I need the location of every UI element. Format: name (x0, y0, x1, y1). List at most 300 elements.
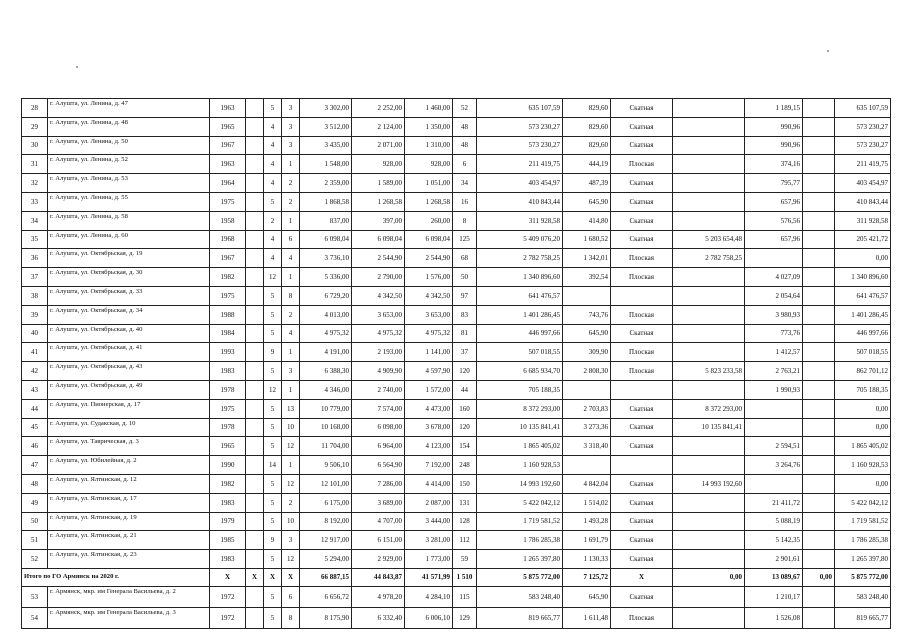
unit-cost-cell (563, 380, 611, 399)
owners-funds-cell: 1 786 285,38 (835, 531, 891, 550)
fund-federal-cell (673, 192, 745, 211)
unit-cost-cell: 3 273,36 (563, 418, 611, 437)
owners-funds-cell: 0,00 (835, 418, 891, 437)
entrances-cell: 1 (282, 268, 300, 287)
area-total-cell: 6 175,00 (300, 493, 352, 512)
cost-cell: 705 188,35 (477, 380, 563, 399)
area-total-cell: 9 506,10 (300, 456, 352, 475)
area-total-cell: 4 975,32 (300, 324, 352, 343)
year-cell: 1979 (210, 512, 246, 531)
area-living-cell: 4 909,90 (352, 362, 405, 381)
unit-cost-cell (563, 456, 611, 475)
material-cell (246, 531, 264, 550)
year-cell: 1982 (210, 474, 246, 493)
floors-cell: 5 (264, 418, 282, 437)
floors-cell: 4 (264, 249, 282, 268)
year-cell: 1983 (210, 550, 246, 569)
fund-federal-cell (673, 586, 745, 607)
cost-cell: 10 135 841,41 (477, 418, 563, 437)
table-row (22, 586, 891, 607)
floors-cell: 4 (264, 155, 282, 174)
area-living-cell: 2 124,00 (352, 117, 405, 136)
floors-cell: 5 (264, 437, 282, 456)
owners-funds-cell: 507 018,55 (835, 343, 891, 362)
unit-cost-cell: 2 808,30 (563, 362, 611, 381)
table-row (22, 531, 891, 550)
material-cell (246, 136, 264, 155)
fund-regional-cell (745, 418, 803, 437)
row-number: 42 (22, 362, 48, 381)
residents-cell: 125 (453, 230, 477, 249)
residents-cell: 154 (453, 437, 477, 456)
roof-type-cell: Скатная (611, 418, 673, 437)
roof-type-cell: Скатная (611, 174, 673, 193)
table-row (22, 399, 891, 418)
floors-cell: 5 (264, 99, 282, 118)
address-cell: г. Алушта, ул. Октябрьская, д. 33 (48, 286, 210, 305)
material-cell: X (246, 568, 264, 586)
entrances-cell: 2 (282, 192, 300, 211)
row-number: 39 (22, 305, 48, 324)
area-residential-cell: 1 051,00 (405, 174, 453, 193)
year-cell: 1963 (210, 99, 246, 118)
unit-cost-cell: 743,76 (563, 305, 611, 324)
address-cell: г. Армянск, мкр. им Генерала Васильева, д. 3 (48, 607, 210, 628)
unit-cost-cell (563, 286, 611, 305)
area-residential-cell: 928,00 (405, 155, 453, 174)
cost-cell: 1 786 285,38 (477, 531, 563, 550)
fund-local-cell (803, 380, 835, 399)
material-cell (246, 99, 264, 118)
fund-local-cell (803, 512, 835, 531)
area-living-cell: 6 964,00 (352, 437, 405, 456)
unit-cost-cell: 7 125,72 (563, 568, 611, 586)
material-cell (246, 607, 264, 628)
year-cell: 1968 (210, 230, 246, 249)
cost-cell: 641 476,57 (477, 286, 563, 305)
fund-regional-cell: 576,56 (745, 211, 803, 230)
unit-cost-cell: 829,60 (563, 136, 611, 155)
fund-local-cell (803, 586, 835, 607)
cost-cell: 5 409 076,20 (477, 230, 563, 249)
area-living-cell: 6 151,00 (352, 531, 405, 550)
row-number: 34 (22, 211, 48, 230)
entrances-cell: 1 (282, 343, 300, 362)
area-residential-cell: 1 572,00 (405, 380, 453, 399)
unit-cost-cell: 829,60 (563, 99, 611, 118)
floors-cell: X (264, 568, 282, 586)
year-cell: 1990 (210, 456, 246, 475)
material-cell (246, 174, 264, 193)
table-row (22, 192, 891, 211)
area-total-cell: 11 704,00 (300, 437, 352, 456)
row-number: 38 (22, 286, 48, 305)
area-total-cell: 5 294,00 (300, 550, 352, 569)
owners-funds-cell: 0,00 (835, 249, 891, 268)
residents-cell: 48 (453, 117, 477, 136)
roof-type-cell: Скатная (611, 136, 673, 155)
material-cell (246, 305, 264, 324)
unit-cost-cell: 645,90 (563, 324, 611, 343)
table-row (22, 324, 891, 343)
year-cell: 1982 (210, 268, 246, 287)
area-total-cell: 6 388,30 (300, 362, 352, 381)
material-cell (246, 249, 264, 268)
fund-regional-cell: 21 411,72 (745, 493, 803, 512)
area-residential-cell: 7 192,00 (405, 456, 453, 475)
fund-local-cell (803, 531, 835, 550)
row-number: 54 (22, 607, 48, 628)
unit-cost-cell: 414,80 (563, 211, 611, 230)
area-residential-cell: 6 098,04 (405, 230, 453, 249)
fund-federal-cell (673, 305, 745, 324)
roof-type-cell: Скатная (611, 550, 673, 569)
area-total-cell: 10 779,00 (300, 399, 352, 418)
fund-local-cell (803, 136, 835, 155)
fund-regional-cell: 795,77 (745, 174, 803, 193)
residents-cell: 16 (453, 192, 477, 211)
fund-local-cell (803, 399, 835, 418)
material-cell (246, 550, 264, 569)
residents-cell: 129 (453, 607, 477, 628)
table-row (22, 550, 891, 569)
area-residential-cell: 4 284,10 (405, 586, 453, 607)
fund-regional-cell: 4 027,09 (745, 268, 803, 287)
area-total-cell: 12 917,00 (300, 531, 352, 550)
cost-cell: 410 843,44 (477, 192, 563, 211)
fund-federal-cell: 10 135 841,41 (673, 418, 745, 437)
area-living-cell: 4 707,00 (352, 512, 405, 531)
cost-cell: 5 875 772,00 (477, 568, 563, 586)
scan-speck (76, 66, 78, 68)
year-cell: 1975 (210, 192, 246, 211)
residents-cell: 120 (453, 362, 477, 381)
fund-local-cell (803, 607, 835, 628)
cost-cell: 635 107,59 (477, 99, 563, 118)
floors-cell: 4 (264, 136, 282, 155)
area-living-cell: 2 071,00 (352, 136, 405, 155)
roof-type-cell: Скатная (611, 437, 673, 456)
owners-funds-cell: 573 230,27 (835, 136, 891, 155)
floors-cell: 5 (264, 362, 282, 381)
area-living-cell: 1 589,00 (352, 174, 405, 193)
year-cell: 1965 (210, 117, 246, 136)
entrances-cell: 1 (282, 211, 300, 230)
cost-cell: 583 248,40 (477, 586, 563, 607)
address-cell: г. Алушта, ул. Ялтинская, д. 19 (48, 512, 210, 531)
cost-cell: 446 997,66 (477, 324, 563, 343)
cost-cell: 573 230,27 (477, 117, 563, 136)
area-total-cell: 3 435,00 (300, 136, 352, 155)
cost-cell: 1 265 397,80 (477, 550, 563, 569)
address-cell: г. Алушта, ул. Ялтинская, д. 23 (48, 550, 210, 569)
area-living-cell: 397,00 (352, 211, 405, 230)
area-living-cell: 3 653,00 (352, 305, 405, 324)
fund-federal-cell: 0,00 (673, 568, 745, 586)
area-total-cell: 4 013,00 (300, 305, 352, 324)
year-cell: 1975 (210, 286, 246, 305)
residents-cell: 6 (453, 155, 477, 174)
table-row (22, 380, 891, 399)
entrances-cell: 2 (282, 174, 300, 193)
row-number: 43 (22, 380, 48, 399)
cost-cell: 2 782 758,25 (477, 249, 563, 268)
table-row (22, 418, 891, 437)
cost-cell: 5 422 042,12 (477, 493, 563, 512)
owners-funds-cell: 1 340 896,60 (835, 268, 891, 287)
year-cell: 1985 (210, 531, 246, 550)
material-cell (246, 230, 264, 249)
roof-type-cell (611, 286, 673, 305)
area-living-cell: 2 929,00 (352, 550, 405, 569)
unit-cost-cell: 1 691,79 (563, 531, 611, 550)
owners-funds-cell: 446 997,66 (835, 324, 891, 343)
table-row (22, 456, 891, 475)
address-cell: г. Алушта, ул. Судакская, д. 10 (48, 418, 210, 437)
floors-cell: 5 (264, 286, 282, 305)
area-residential-cell: 1 773,00 (405, 550, 453, 569)
year-cell: 1978 (210, 380, 246, 399)
area-total-cell: 1 868,58 (300, 192, 352, 211)
area-residential-cell: 1 350,00 (405, 117, 453, 136)
area-total-cell: 12 101,00 (300, 474, 352, 493)
entrances-cell: 6 (282, 586, 300, 607)
entrances-cell: 10 (282, 512, 300, 531)
floors-cell: 5 (264, 399, 282, 418)
owners-funds-cell: 641 476,57 (835, 286, 891, 305)
fund-local-cell (803, 456, 835, 475)
area-living-cell: 2 193,00 (352, 343, 405, 362)
owners-funds-cell: 583 248,40 (835, 586, 891, 607)
fund-federal-cell: 5 203 654,48 (673, 230, 745, 249)
area-residential-cell: 4 975,32 (405, 324, 453, 343)
entrances-cell: 13 (282, 399, 300, 418)
area-residential-cell: 3 653,00 (405, 305, 453, 324)
row-number: 47 (22, 456, 48, 475)
owners-funds-cell: 1 719 581,52 (835, 512, 891, 531)
fund-federal-cell (673, 211, 745, 230)
owners-funds-cell: 311 928,58 (835, 211, 891, 230)
cost-cell: 819 665,77 (477, 607, 563, 628)
roof-type-cell: Скатная (611, 512, 673, 531)
owners-funds-cell: 0,00 (835, 474, 891, 493)
unit-cost-cell: 487,39 (563, 174, 611, 193)
entrances-cell: 4 (282, 324, 300, 343)
residents-cell: 8 (453, 211, 477, 230)
unit-cost-cell: 392,54 (563, 268, 611, 287)
roof-type-cell: Плоская (611, 607, 673, 628)
fund-federal-cell (673, 607, 745, 628)
area-living-cell: 1 268,58 (352, 192, 405, 211)
entrances-cell: 2 (282, 305, 300, 324)
fund-regional-cell: 773,76 (745, 324, 803, 343)
area-total-cell: 1 548,00 (300, 155, 352, 174)
roof-type-cell (611, 456, 673, 475)
area-residential-cell: 6 006,10 (405, 607, 453, 628)
unit-cost-cell: 1 130,33 (563, 550, 611, 569)
fund-local-cell (803, 493, 835, 512)
residents-cell: 52 (453, 99, 477, 118)
residents-cell: 150 (453, 474, 477, 493)
roof-type-cell: Скатная (611, 230, 673, 249)
unit-cost-cell: 645,90 (563, 586, 611, 607)
residents-cell: 97 (453, 286, 477, 305)
unit-cost-cell: 3 318,40 (563, 437, 611, 456)
area-residential-cell: 4 597,90 (405, 362, 453, 381)
table-row (22, 136, 891, 155)
residents-cell: 115 (453, 586, 477, 607)
area-total-cell: 837,00 (300, 211, 352, 230)
row-number: 36 (22, 249, 48, 268)
area-residential-cell: 260,00 (405, 211, 453, 230)
entrances-cell: 12 (282, 550, 300, 569)
roof-type-cell (611, 380, 673, 399)
entrances-cell: 1 (282, 456, 300, 475)
fund-federal-cell: 14 993 192,60 (673, 474, 745, 493)
fund-local-cell (803, 550, 835, 569)
address-cell: г. Алушта, ул. Ленина, д. 52 (48, 155, 210, 174)
roof-type-cell: Скатная (611, 586, 673, 607)
unit-cost-cell: 645,90 (563, 192, 611, 211)
table-row (22, 493, 891, 512)
fund-local-cell (803, 324, 835, 343)
roof-type-cell: Скатная (611, 211, 673, 230)
fund-federal-cell (673, 155, 745, 174)
fund-regional-cell (745, 249, 803, 268)
address-cell: г. Алушта, ул. Ленина, д. 48 (48, 117, 210, 136)
unit-cost-cell: 1 342,01 (563, 249, 611, 268)
area-total-cell: 3 302,00 (300, 99, 352, 118)
fund-local-cell (803, 268, 835, 287)
cost-cell: 1 401 286,45 (477, 305, 563, 324)
area-residential-cell: 1 576,00 (405, 268, 453, 287)
area-total-cell: 6 098,04 (300, 230, 352, 249)
residents-cell: 128 (453, 512, 477, 531)
fund-regional-cell: 5 142,35 (745, 531, 803, 550)
entrances-cell: 3 (282, 136, 300, 155)
entrances-cell: 2 (282, 493, 300, 512)
row-number: 30 (22, 136, 48, 155)
area-residential-cell: 4 414,00 (405, 474, 453, 493)
unit-cost-cell: 1 493,28 (563, 512, 611, 531)
floors-cell: 5 (264, 607, 282, 628)
material-cell (246, 456, 264, 475)
fund-local-cell (803, 343, 835, 362)
cost-cell: 1 340 896,60 (477, 268, 563, 287)
roof-type-cell: Плоская (611, 249, 673, 268)
roof-type-cell: Скатная (611, 324, 673, 343)
residents-cell: 37 (453, 343, 477, 362)
area-total-cell: 3 512,00 (300, 117, 352, 136)
fund-local-cell (803, 286, 835, 305)
table-row (22, 437, 891, 456)
fund-regional-cell: 3 980,93 (745, 305, 803, 324)
area-residential-cell: 2 544,90 (405, 249, 453, 268)
fund-regional-cell: 1 526,08 (745, 607, 803, 628)
table-row (22, 99, 891, 118)
fund-federal-cell (673, 174, 745, 193)
row-number: 35 (22, 230, 48, 249)
material-cell (246, 192, 264, 211)
row-number: 44 (22, 399, 48, 418)
residents-cell: 1 510 (453, 568, 477, 586)
scan-speck (827, 50, 829, 52)
total-label: Итого по ГО Армянск на 2020 г. (22, 568, 210, 586)
area-living-cell: 6 098,00 (352, 418, 405, 437)
entrances-cell: 3 (282, 99, 300, 118)
unit-cost-cell: 1 611,48 (563, 607, 611, 628)
year-cell: 1967 (210, 249, 246, 268)
fund-regional-cell: 1 412,57 (745, 343, 803, 362)
address-cell: г. Алушта, ул. Ялтинская, д. 17 (48, 493, 210, 512)
area-residential-cell: 1 141,00 (405, 343, 453, 362)
row-number: 53 (22, 586, 48, 607)
table-row (22, 268, 891, 287)
roof-type-cell: Скатная (611, 474, 673, 493)
cost-cell: 311 928,58 (477, 211, 563, 230)
fund-regional-cell: 1 189,15 (745, 99, 803, 118)
fund-federal-cell (673, 456, 745, 475)
material-cell (246, 343, 264, 362)
entrances-cell: 1 (282, 155, 300, 174)
owners-funds-cell: 5 422 042,12 (835, 493, 891, 512)
material-cell (246, 418, 264, 437)
address-cell: г. Алушта, ул. Ленина, д. 58 (48, 211, 210, 230)
table-row (22, 230, 891, 249)
fund-local-cell (803, 230, 835, 249)
material-cell (246, 286, 264, 305)
fund-regional-cell: 2 901,61 (745, 550, 803, 569)
area-living-cell: 6 098,04 (352, 230, 405, 249)
fund-local-cell (803, 418, 835, 437)
residents-cell: 81 (453, 324, 477, 343)
year-cell: 1972 (210, 607, 246, 628)
area-residential-cell: 2 087,00 (405, 493, 453, 512)
area-living-cell: 3 689,00 (352, 493, 405, 512)
floors-cell: 5 (264, 474, 282, 493)
fund-federal-cell: 5 823 233,58 (673, 362, 745, 381)
area-residential-cell: 41 571,99 (405, 568, 453, 586)
entrances-cell: 6 (282, 230, 300, 249)
roof-type-cell: Скатная (611, 493, 673, 512)
fund-regional-cell: 3 264,76 (745, 456, 803, 475)
area-living-cell: 44 843,87 (352, 568, 405, 586)
entrances-cell: 12 (282, 474, 300, 493)
address-cell: г. Алушта, ул. Ялтинская, д. 12 (48, 474, 210, 493)
material-cell (246, 437, 264, 456)
area-total-cell: 5 336,00 (300, 268, 352, 287)
area-residential-cell: 3 678,00 (405, 418, 453, 437)
year-cell: X (210, 568, 246, 586)
floors-cell: 12 (264, 380, 282, 399)
entrances-cell: 8 (282, 607, 300, 628)
address-cell: г. Алушта, ул. Ленина, д. 55 (48, 192, 210, 211)
cost-cell: 14 993 192,60 (477, 474, 563, 493)
owners-funds-cell: 573 230,27 (835, 117, 891, 136)
fund-regional-cell: 2 594,51 (745, 437, 803, 456)
fund-regional-cell: 657,96 (745, 230, 803, 249)
material-cell (246, 380, 264, 399)
material-cell (246, 399, 264, 418)
year-cell: 1975 (210, 399, 246, 418)
cost-cell: 573 230,27 (477, 136, 563, 155)
floors-cell: 5 (264, 586, 282, 607)
fund-local-cell (803, 174, 835, 193)
owners-funds-cell: 410 843,44 (835, 192, 891, 211)
area-total-cell: 6 729,20 (300, 286, 352, 305)
table-row (22, 362, 891, 381)
table-row (22, 286, 891, 305)
